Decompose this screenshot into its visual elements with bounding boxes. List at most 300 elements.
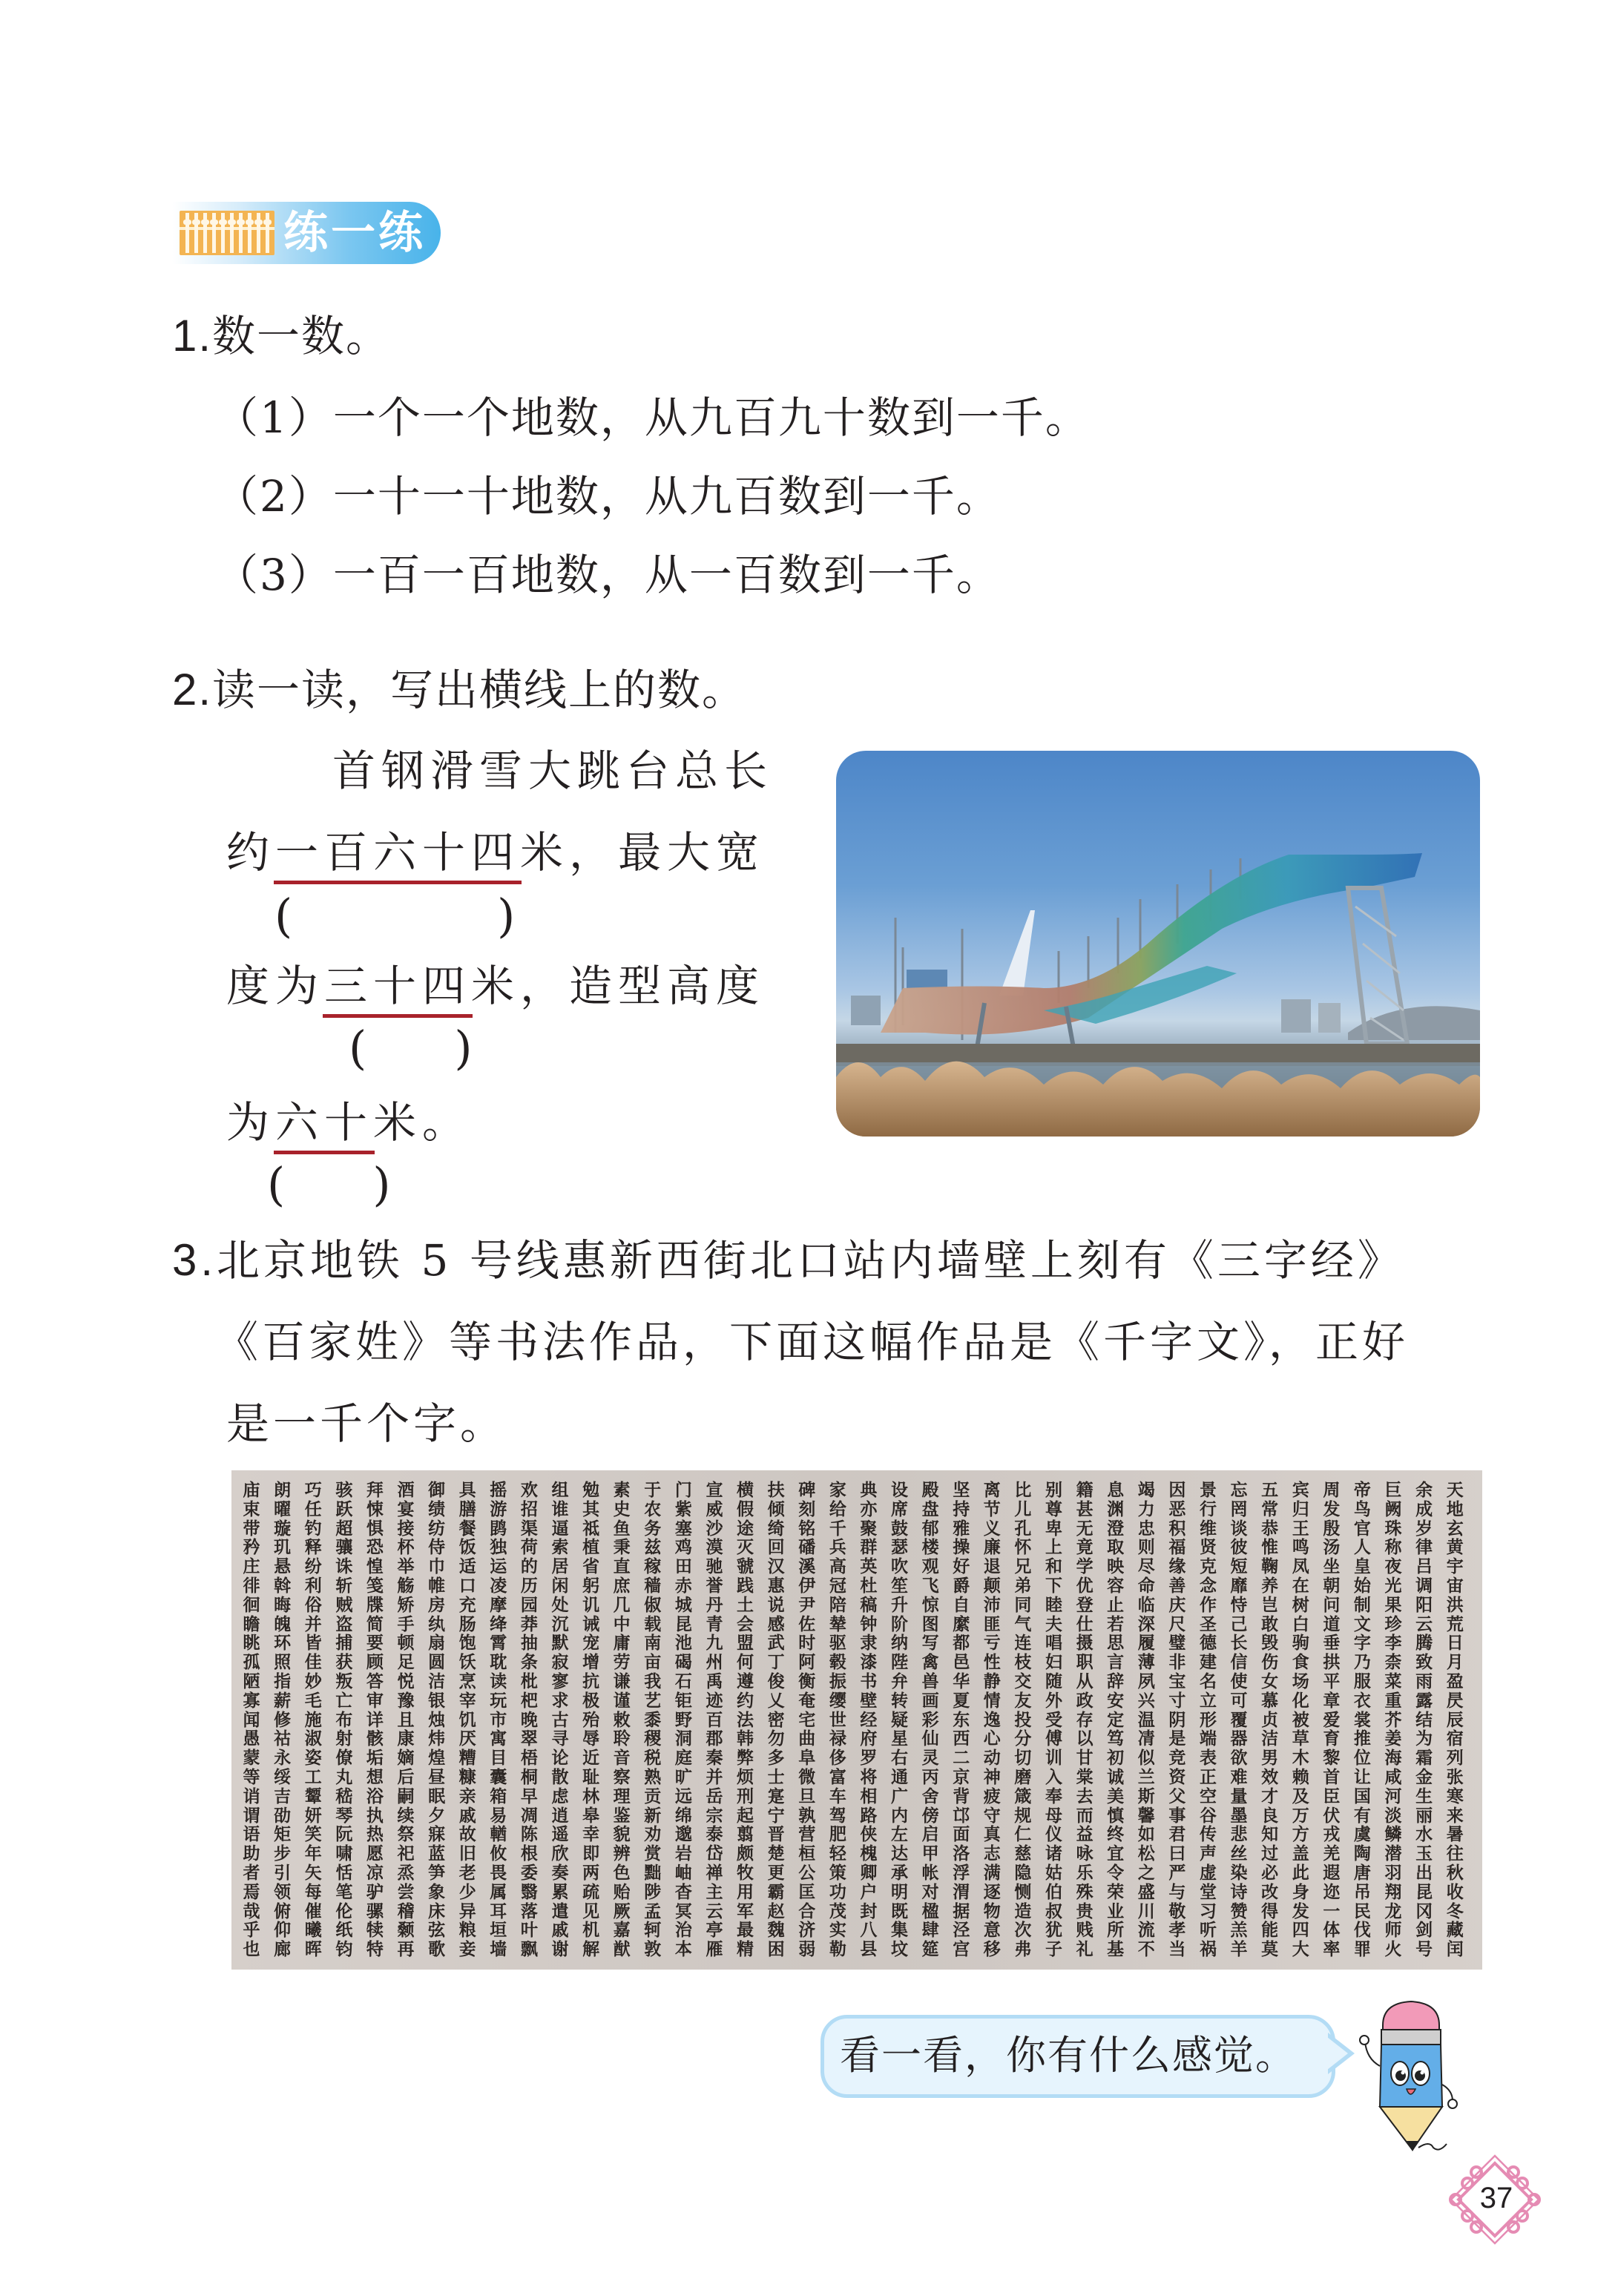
calligraphy-char: 指 bbox=[274, 1671, 292, 1691]
calligraphy-char: 慈 bbox=[1014, 1843, 1032, 1864]
calligraphy-char: 入 bbox=[1045, 1766, 1062, 1787]
calligraphy-char: 野 bbox=[674, 1709, 692, 1730]
calligraphy-char: 巨 bbox=[1384, 1480, 1402, 1500]
calligraphy-char: 晋 bbox=[767, 1824, 785, 1845]
calligraphy-char: 制 bbox=[1353, 1594, 1371, 1615]
answer-blank-1[interactable]: ( ) bbox=[274, 889, 516, 943]
calligraphy-char: 庸 bbox=[613, 1633, 631, 1654]
calligraphy-char: 摄 bbox=[1076, 1633, 1094, 1654]
calligraphy-char: 天 bbox=[1446, 1480, 1464, 1500]
calligraphy-char: 稼 bbox=[644, 1556, 662, 1577]
calligraphy-char: 驰 bbox=[706, 1556, 723, 1577]
calligraphy-char: 缨 bbox=[829, 1690, 846, 1711]
calligraphy-char: 惶 bbox=[366, 1556, 384, 1577]
calligraphy-char: 韩 bbox=[737, 1728, 754, 1749]
calligraphy-char: 冥 bbox=[674, 1901, 692, 1921]
calligraphy-char: 回 bbox=[767, 1537, 785, 1558]
calligraphy-char: 魄 bbox=[274, 1614, 292, 1634]
calligraphy-char: 楚 bbox=[767, 1843, 785, 1864]
calligraphy-char: 收 bbox=[1446, 1881, 1464, 1902]
calligraphy-char: 尊 bbox=[1045, 1499, 1062, 1519]
calligraphy-char: 谦 bbox=[613, 1671, 631, 1691]
calligraphy-char: 凊 bbox=[1137, 1728, 1155, 1749]
calligraphy-char: 仪 bbox=[1045, 1824, 1062, 1845]
calligraphy-char: 房 bbox=[428, 1594, 446, 1615]
calligraphy-char: 龙 bbox=[1384, 1901, 1402, 1921]
calligraphy-char: 衣 bbox=[1353, 1690, 1371, 1711]
calligraphy-char: 罗 bbox=[860, 1748, 878, 1769]
calligraphy-column bbox=[421, 1481, 453, 1959]
calligraphy-char: 伦 bbox=[335, 1901, 353, 1921]
calligraphy-char: 神 bbox=[983, 1766, 1001, 1787]
calligraphy-char: 棠 bbox=[1076, 1766, 1094, 1787]
calligraphy-char: 縻 bbox=[953, 1614, 970, 1634]
calligraphy-char: 宫 bbox=[953, 1939, 970, 1960]
calligraphy-char: 儿 bbox=[1014, 1499, 1032, 1519]
calligraphy-char: 恶 bbox=[1168, 1499, 1186, 1519]
calligraphy-char: 笺 bbox=[366, 1575, 384, 1596]
calligraphy-char: 悲 bbox=[1230, 1824, 1248, 1845]
calligraphy-char: 遥 bbox=[551, 1824, 569, 1845]
calligraphy-char: 壁 bbox=[860, 1690, 878, 1711]
calligraphy-char: 扶 bbox=[767, 1480, 785, 1500]
calligraphy-char: 垂 bbox=[1323, 1633, 1341, 1654]
calligraphy-char: 诮 bbox=[243, 1786, 260, 1806]
page-number: 37 bbox=[1479, 2182, 1513, 2214]
calligraphy-char: 云 bbox=[1415, 1614, 1433, 1634]
calligraphy-char: 亩 bbox=[644, 1652, 662, 1673]
calligraphy-char: 阴 bbox=[1168, 1709, 1186, 1730]
calligraphy-char: 丽 bbox=[1415, 1805, 1433, 1826]
calligraphy-char: 县 bbox=[860, 1939, 878, 1960]
calligraphy-char: 饱 bbox=[458, 1633, 476, 1654]
calligraphy-char: 传 bbox=[1199, 1824, 1217, 1845]
calligraphy-char: 因 bbox=[1168, 1480, 1186, 1500]
calligraphy-char: 青 bbox=[706, 1614, 723, 1634]
calligraphy-char: 赞 bbox=[1230, 1901, 1248, 1921]
calligraphy-char: 命 bbox=[1137, 1575, 1155, 1596]
calligraphy-char: 详 bbox=[366, 1709, 384, 1730]
calligraphy-char: 时 bbox=[798, 1633, 816, 1654]
calligraphy-char: 厥 bbox=[613, 1901, 631, 1921]
calligraphy-char: 逐 bbox=[983, 1881, 1001, 1902]
calligraphy-char: 难 bbox=[1230, 1766, 1248, 1787]
calligraphy-char: 輶 bbox=[490, 1824, 507, 1845]
calligraphy-char: 君 bbox=[1168, 1824, 1186, 1845]
calligraphy-char: 雨 bbox=[1415, 1671, 1433, 1691]
calligraphy-char: 迩 bbox=[1323, 1881, 1341, 1902]
calligraphy-char: 寔 bbox=[767, 1786, 785, 1806]
calligraphy-char: 写 bbox=[921, 1633, 939, 1654]
calligraphy-char: 解 bbox=[582, 1939, 600, 1960]
calligraphy-char: 恃 bbox=[1230, 1594, 1248, 1615]
calligraphy-char: 并 bbox=[304, 1614, 322, 1634]
calligraphy-char: 露 bbox=[1415, 1690, 1433, 1711]
calligraphy-char: 骇 bbox=[335, 1480, 353, 1500]
calligraphy-char: 躬 bbox=[582, 1575, 600, 1596]
calligraphy-char: 方 bbox=[1292, 1824, 1309, 1845]
calligraphy-char: 犊 bbox=[366, 1920, 384, 1941]
calligraphy-char: 答 bbox=[366, 1671, 384, 1691]
calligraphy-char: 丝 bbox=[1230, 1843, 1248, 1864]
calligraphy-char: 右 bbox=[891, 1748, 909, 1769]
calligraphy-char: 盟 bbox=[737, 1633, 754, 1654]
calligraphy-char: 伯 bbox=[1045, 1881, 1062, 1902]
calligraphy-char: 岳 bbox=[706, 1786, 723, 1806]
section-badge bbox=[172, 202, 441, 264]
calligraphy-char: 果 bbox=[1384, 1594, 1402, 1615]
calligraphy-char: 典 bbox=[860, 1480, 878, 1500]
ski-jump-photo bbox=[836, 751, 1480, 1137]
calligraphy-char: 南 bbox=[644, 1633, 662, 1654]
calligraphy-char: 随 bbox=[1045, 1671, 1062, 1691]
calligraphy-char: 盗 bbox=[335, 1614, 353, 1634]
calligraphy-char: 默 bbox=[551, 1633, 569, 1654]
calligraphy-char: 漆 bbox=[860, 1652, 878, 1673]
calligraphy-char: 兵 bbox=[829, 1537, 846, 1558]
calligraphy-char: 邑 bbox=[953, 1652, 970, 1673]
calligraphy-char: 基 bbox=[1107, 1939, 1125, 1960]
calligraphy-char: 生 bbox=[1415, 1786, 1433, 1806]
calligraphy-char: 餐 bbox=[458, 1518, 476, 1539]
calligraphy-char: 洁 bbox=[1261, 1728, 1279, 1749]
calligraphy-char: 楼 bbox=[921, 1537, 939, 1558]
calligraphy-char: 老 bbox=[458, 1862, 476, 1883]
calligraphy-char: 鹍 bbox=[490, 1518, 507, 1539]
calligraphy-char: 陪 bbox=[829, 1594, 846, 1615]
calligraphy-char: 星 bbox=[891, 1728, 909, 1749]
calligraphy-char: 宝 bbox=[1168, 1671, 1186, 1691]
calligraphy-char: 阳 bbox=[1415, 1594, 1433, 1615]
calligraphy-char: 唱 bbox=[1045, 1633, 1062, 1654]
calligraphy-char: 凤 bbox=[1292, 1556, 1309, 1577]
calligraphy-char: 车 bbox=[829, 1786, 846, 1806]
calligraphy-char: 琴 bbox=[335, 1805, 353, 1826]
calligraphy-char: 俊 bbox=[767, 1671, 785, 1691]
calligraphy-char: 嵇 bbox=[335, 1786, 353, 1806]
calligraphy-char: 别 bbox=[1045, 1480, 1062, 1500]
calligraphy-char: 策 bbox=[829, 1862, 846, 1883]
calligraphy-char: 政 bbox=[1076, 1690, 1094, 1711]
calligraphy-char: 宗 bbox=[706, 1805, 723, 1826]
calligraphy-char: 有 bbox=[1353, 1805, 1371, 1826]
calligraphy-char: 息 bbox=[1107, 1480, 1125, 1500]
calligraphy-char: 唐 bbox=[1353, 1862, 1371, 1883]
calligraphy-char: 嘉 bbox=[613, 1920, 631, 1941]
calligraphy-char: 相 bbox=[860, 1786, 878, 1806]
calligraphy-char: 群 bbox=[860, 1537, 878, 1558]
calligraphy-char: 举 bbox=[397, 1556, 415, 1577]
calligraphy-char: 初 bbox=[1107, 1748, 1125, 1769]
calligraphy-char: 比 bbox=[1014, 1480, 1032, 1500]
calligraphy-char: 长 bbox=[1230, 1633, 1248, 1654]
calligraphy-char: 修 bbox=[274, 1709, 292, 1730]
calligraphy-char: 公 bbox=[798, 1862, 816, 1883]
calligraphy-char: 曲 bbox=[798, 1728, 816, 1749]
calligraphy-char: 乃 bbox=[1353, 1652, 1371, 1673]
calligraphy-char: 藏 bbox=[1446, 1920, 1464, 1941]
calligraphy-char: 己 bbox=[1230, 1614, 1248, 1634]
calligraphy-char: 招 bbox=[520, 1499, 538, 1519]
calligraphy-char: 超 bbox=[335, 1518, 353, 1539]
calligraphy-char: 增 bbox=[582, 1652, 600, 1673]
calligraphy-char: 催 bbox=[304, 1901, 322, 1921]
calligraphy-char: 翔 bbox=[1384, 1881, 1402, 1902]
calligraphy-char: 冈 bbox=[1415, 1901, 1433, 1921]
calligraphy-char: 殊 bbox=[1076, 1881, 1094, 1902]
calligraphy-char: 才 bbox=[1261, 1786, 1279, 1806]
calligraphy-char: 聆 bbox=[613, 1728, 631, 1749]
calligraphy-char: 菜 bbox=[1384, 1671, 1402, 1691]
calligraphy-char: 其 bbox=[582, 1499, 600, 1519]
calligraphy-char: 性 bbox=[983, 1652, 1001, 1673]
calligraphy-char: 率 bbox=[1323, 1939, 1341, 1960]
calligraphy-char: 常 bbox=[1261, 1499, 1279, 1519]
calligraphy-char: 恭 bbox=[1261, 1518, 1279, 1539]
calligraphy-char: 四 bbox=[1292, 1920, 1309, 1941]
passage-text: 约 bbox=[226, 827, 276, 878]
calligraphy-char: 伊 bbox=[798, 1575, 816, 1596]
calligraphy-char: 疲 bbox=[983, 1786, 1001, 1806]
calligraphy-char: 少 bbox=[458, 1881, 476, 1902]
calligraphy-char: 阶 bbox=[891, 1614, 909, 1634]
calligraphy-char: 云 bbox=[706, 1901, 723, 1921]
calligraphy-char: 沉 bbox=[551, 1614, 569, 1634]
calligraphy-char: 目 bbox=[490, 1748, 507, 1769]
calligraphy-char: 士 bbox=[767, 1766, 785, 1787]
calligraphy-char: 宜 bbox=[1107, 1843, 1125, 1864]
calligraphy-char: 吊 bbox=[1353, 1881, 1371, 1902]
calligraphy-char: 会 bbox=[737, 1614, 754, 1634]
calligraphy-column bbox=[730, 1481, 761, 1959]
calligraphy-char: 黜 bbox=[644, 1862, 662, 1883]
calligraphy-char: 工 bbox=[304, 1766, 322, 1787]
calligraphy-char: 芥 bbox=[1384, 1709, 1402, 1730]
calligraphy-char: 光 bbox=[1384, 1575, 1402, 1596]
calligraphy-column bbox=[1223, 1481, 1254, 1959]
calligraphy-char: 诚 bbox=[1107, 1766, 1125, 1787]
calligraphy-char: 饭 bbox=[458, 1537, 476, 1558]
calligraphy-char: 潜 bbox=[1384, 1843, 1402, 1864]
calligraphy-char: 止 bbox=[1107, 1594, 1125, 1615]
calligraphy-char: 珍 bbox=[1384, 1614, 1402, 1634]
calligraphy-char: 讥 bbox=[582, 1594, 600, 1615]
calligraphy-char: 溪 bbox=[798, 1556, 816, 1577]
calligraphy-char: 门 bbox=[674, 1480, 692, 1500]
calligraphy-char: 启 bbox=[921, 1824, 939, 1845]
calligraphy-char: 昃 bbox=[1446, 1690, 1464, 1711]
answer-blank-3[interactable]: ( ) bbox=[267, 1157, 391, 1211]
calligraphy-char: 谓 bbox=[243, 1805, 260, 1826]
calligraphy-char: 寂 bbox=[551, 1652, 569, 1673]
calligraphy-char: 劭 bbox=[274, 1805, 292, 1826]
calligraphy-char: 重 bbox=[1384, 1690, 1402, 1711]
calligraphy-char: 近 bbox=[582, 1748, 600, 1769]
calligraphy-char: 九 bbox=[706, 1633, 723, 1654]
calligraphy-char: 谢 bbox=[551, 1939, 569, 1960]
calligraphy-char: 振 bbox=[829, 1671, 846, 1691]
calligraphy-char: 弟 bbox=[1014, 1575, 1032, 1596]
calligraphy-char: 助 bbox=[243, 1843, 260, 1864]
calligraphy-char: 物 bbox=[983, 1901, 1001, 1921]
calligraphy-char: 祸 bbox=[1199, 1939, 1217, 1960]
calligraphy-char: 渭 bbox=[953, 1881, 970, 1902]
calligraphy-column bbox=[1007, 1481, 1039, 1959]
calligraphy-char: 妙 bbox=[304, 1671, 322, 1691]
underlined-number-2: 三十四 bbox=[324, 961, 472, 1011]
calligraphy-char: 上 bbox=[1045, 1537, 1062, 1558]
calligraphy-char: 朝 bbox=[1323, 1575, 1341, 1596]
calligraphy-char: 禄 bbox=[829, 1728, 846, 1749]
calligraphy-char: 孔 bbox=[1014, 1518, 1032, 1539]
calligraphy-char: 灵 bbox=[921, 1748, 939, 1769]
calligraphy-char: 颡 bbox=[397, 1920, 415, 1941]
calligraphy-char: 寥 bbox=[551, 1671, 569, 1691]
calligraphy-char: 宾 bbox=[1292, 1480, 1309, 1500]
calligraphy-char: 条 bbox=[520, 1652, 538, 1673]
calligraphy-char: 叛 bbox=[335, 1671, 353, 1691]
calligraphy-char: 诗 bbox=[1230, 1881, 1248, 1902]
calligraphy-char: 功 bbox=[829, 1881, 846, 1902]
calligraphy-char: 圣 bbox=[1199, 1614, 1217, 1634]
calligraphy-char: 曜 bbox=[274, 1499, 292, 1519]
calligraphy-char: 誉 bbox=[706, 1575, 723, 1596]
calligraphy-char: 益 bbox=[1076, 1824, 1094, 1845]
calligraphy-char: 璇 bbox=[274, 1518, 292, 1539]
calligraphy-char: 求 bbox=[551, 1690, 569, 1711]
calligraphy-char: 民 bbox=[1353, 1901, 1371, 1921]
calligraphy-column bbox=[792, 1481, 823, 1959]
speech-bubble-text: 看一看，你有什么感觉。 bbox=[840, 2032, 1297, 2079]
calligraphy-char: 垢 bbox=[366, 1748, 384, 1769]
calligraphy-char: 园 bbox=[520, 1594, 538, 1615]
calligraphy-char: 薪 bbox=[274, 1690, 292, 1711]
calligraphy-char: 阜 bbox=[798, 1748, 816, 1769]
calligraphy-char: 子 bbox=[1045, 1939, 1062, 1960]
calligraphy-column bbox=[1347, 1481, 1378, 1959]
calligraphy-char: 吉 bbox=[274, 1786, 292, 1806]
calligraphy-char: 匡 bbox=[798, 1881, 816, 1902]
calligraphy-char: 食 bbox=[1292, 1652, 1309, 1673]
calligraphy-char: 辨 bbox=[613, 1843, 631, 1864]
calligraphy-char: 肥 bbox=[829, 1824, 846, 1845]
calligraphy-char: 几 bbox=[613, 1594, 631, 1615]
calligraphy-column bbox=[1285, 1481, 1316, 1959]
calligraphy-char: 人 bbox=[1353, 1537, 1371, 1558]
calligraphy-char: 定 bbox=[1107, 1709, 1125, 1730]
calligraphy-char: 殷 bbox=[1323, 1518, 1341, 1539]
calligraphy-char: 往 bbox=[1446, 1843, 1464, 1864]
calligraphy-char: 射 bbox=[335, 1728, 353, 1749]
calligraphy-char: 量 bbox=[1230, 1786, 1248, 1806]
calligraphy-char: 都 bbox=[953, 1633, 970, 1654]
calligraphy-char: 贤 bbox=[1199, 1537, 1217, 1558]
calligraphy-char: 困 bbox=[767, 1939, 785, 1960]
calligraphy-char: 转 bbox=[891, 1690, 909, 1711]
calligraphy-char: 夙 bbox=[1137, 1671, 1155, 1691]
calligraphy-char: 玑 bbox=[274, 1537, 292, 1558]
calligraphy-char: 莫 bbox=[1261, 1939, 1279, 1960]
calligraphy-char: 非 bbox=[1168, 1652, 1186, 1673]
calligraphy-char: 逼 bbox=[551, 1518, 569, 1539]
calligraphy-char: 馨 bbox=[1137, 1805, 1155, 1826]
calligraphy-char: 祀 bbox=[397, 1843, 415, 1864]
calligraphy-char: 虢 bbox=[737, 1556, 754, 1577]
calligraphy-char: 尺 bbox=[1168, 1614, 1186, 1634]
calligraphy-char: 爵 bbox=[953, 1575, 970, 1596]
calligraphy-char: 陶 bbox=[1353, 1843, 1371, 1864]
calligraphy-char: 贱 bbox=[1076, 1920, 1094, 1941]
calligraphy-char: 阙 bbox=[1384, 1499, 1402, 1519]
calligraphy-column bbox=[1100, 1481, 1131, 1959]
calligraphy-char: 使 bbox=[1230, 1671, 1248, 1691]
calligraphy-char: 税 bbox=[644, 1748, 662, 1769]
calligraphy-char: 敕 bbox=[613, 1709, 631, 1730]
calligraphy-char: 垣 bbox=[490, 1920, 507, 1941]
calligraphy-char: 邈 bbox=[674, 1824, 692, 1845]
calligraphy-char: 故 bbox=[458, 1824, 476, 1845]
calligraphy-char: 组 bbox=[551, 1480, 569, 1500]
calligraphy-char: 眺 bbox=[243, 1633, 260, 1654]
calligraphy-char: 祜 bbox=[274, 1728, 292, 1749]
calligraphy-char: 端 bbox=[1199, 1728, 1217, 1749]
calligraphy-char: 兹 bbox=[644, 1537, 662, 1558]
calligraphy-char: 所 bbox=[1107, 1920, 1125, 1941]
calligraphy-char: 毁 bbox=[1261, 1633, 1279, 1654]
calligraphy-char: 农 bbox=[644, 1499, 662, 1519]
calligraphy-char: 皋 bbox=[582, 1805, 600, 1826]
calligraphy-char: 帐 bbox=[921, 1862, 939, 1883]
calligraphy-char: 守 bbox=[983, 1805, 1001, 1826]
calligraphy-char: 劳 bbox=[613, 1652, 631, 1673]
calligraphy-char: 明 bbox=[891, 1881, 909, 1902]
calligraphy-column bbox=[1162, 1481, 1193, 1959]
calligraphy-char: 途 bbox=[737, 1518, 754, 1539]
answer-blank-2[interactable]: ( ) bbox=[349, 1021, 473, 1075]
calligraphy-char: 升 bbox=[891, 1594, 909, 1615]
calligraphy-char: 拜 bbox=[366, 1480, 384, 1500]
calligraphy-char: 刑 bbox=[737, 1786, 754, 1806]
calligraphy-char: 康 bbox=[397, 1728, 415, 1749]
calligraphy-char: 倾 bbox=[767, 1499, 785, 1519]
calligraphy-char: 斩 bbox=[335, 1575, 353, 1596]
calligraphy-char: 亡 bbox=[335, 1690, 353, 1711]
calligraphy-char: 索 bbox=[551, 1537, 569, 1558]
calligraphy-char: 羽 bbox=[1384, 1862, 1402, 1883]
calligraphy-char: 烝 bbox=[397, 1862, 415, 1883]
calligraphy-char: 晖 bbox=[304, 1939, 322, 1960]
calligraphy-column bbox=[1439, 1481, 1470, 1959]
calligraphy-char: 白 bbox=[1292, 1614, 1309, 1634]
calligraphy-char: 具 bbox=[458, 1480, 476, 1500]
calligraphy-char: 羊 bbox=[1230, 1939, 1248, 1960]
calligraphy-char: 钟 bbox=[860, 1614, 878, 1634]
calligraphy-char: 持 bbox=[953, 1499, 970, 1519]
calligraphy-char: 营 bbox=[798, 1824, 816, 1845]
calligraphy-char: 美 bbox=[1107, 1786, 1125, 1806]
calligraphy-char: 竭 bbox=[1137, 1480, 1155, 1500]
calligraphy-char: 佐 bbox=[798, 1614, 816, 1634]
calligraphy-char: 蓝 bbox=[428, 1843, 446, 1864]
calligraphy-column bbox=[760, 1481, 792, 1959]
calligraphy-char: 去 bbox=[1076, 1786, 1094, 1806]
calligraphy-char: 克 bbox=[1199, 1556, 1217, 1577]
calligraphy-char: 凉 bbox=[366, 1862, 384, 1883]
calligraphy-char: 翠 bbox=[520, 1728, 538, 1749]
calligraphy-char: 宠 bbox=[582, 1633, 600, 1654]
calligraphy-char: 过 bbox=[1261, 1843, 1279, 1864]
calligraphy-char: 伏 bbox=[1323, 1805, 1341, 1826]
